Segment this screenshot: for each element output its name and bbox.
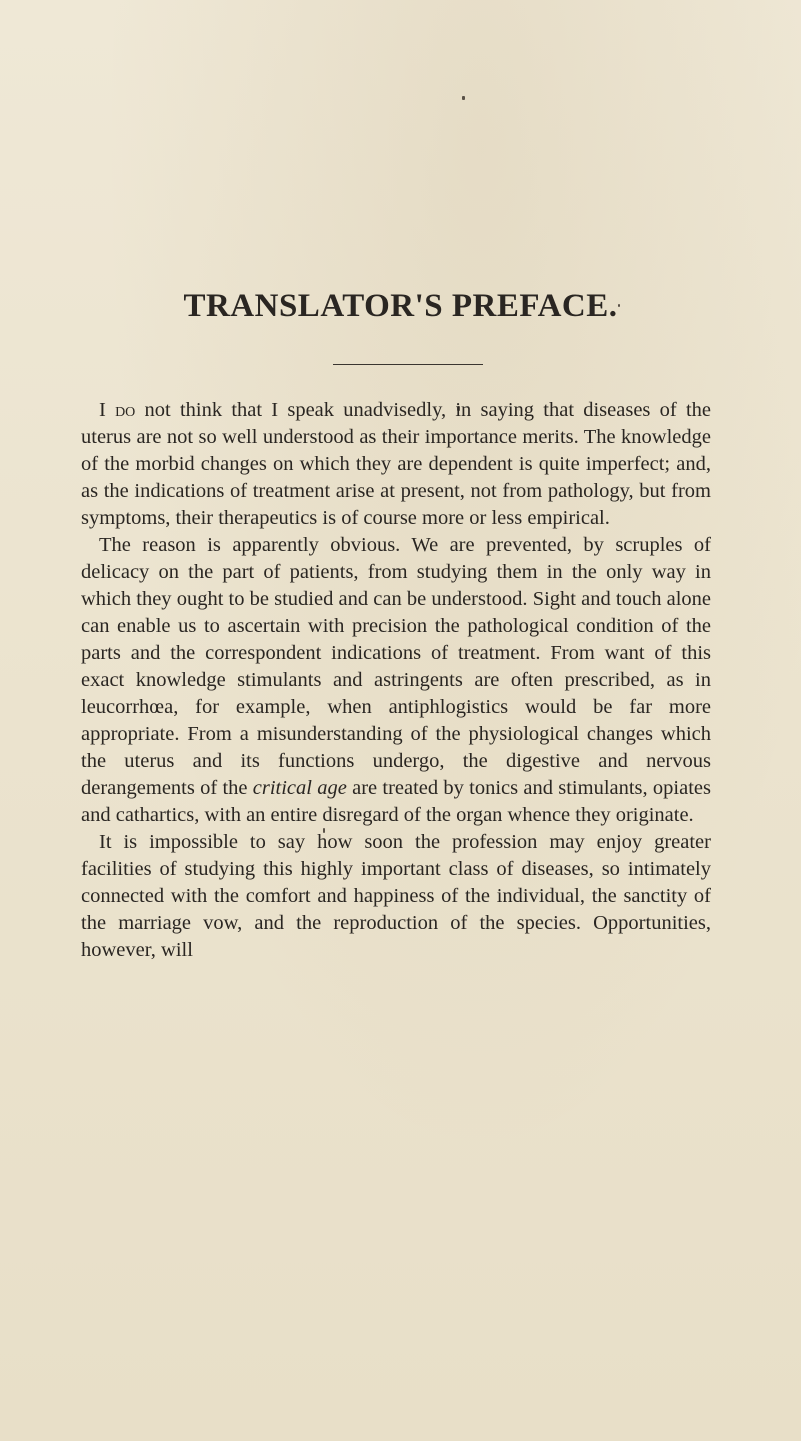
italic-term: critical age <box>252 777 347 799</box>
title-divider <box>333 364 483 365</box>
paragraph-2-text-a: The reason is apparently obvious. We are prevented, by scruples of delicacy on the part of patients, from studying them in the only way in which they ought to be studied and can be understood. Sight and touch alone can enable us to ascertain with precision the pathological condition of the parts and the correspondent indications of treatment. From want of this exact knowledge stimulants and astringents are often prescribed, as in leucorrhœa, for example, when antiphlogistics would be far more appropriate. From a misunderstanding of the physiological changes which the uterus and its functions undergo, the digestive and nervous derangements of the <box>81 534 711 799</box>
paragraph-2 <box>81 532 711 829</box>
paragraph-2-text-b: are treated by tonics and stimulants, opiates and cathartics, with an entire disregard of the organ whence they originate. <box>81 777 711 826</box>
paragraph-3: It is impossible to say how soon the profession may enjoy greater facilities of studying this highly important class of diseases, so intimately connected with the comfort and happiness of the individual, the sanctity of the marriage vow, and the reproduction of the species. Opportunities, however, will <box>81 831 711 961</box>
paragraph-1 <box>81 397 711 532</box>
page-title: TRANSLATOR'S PREFACE. <box>183 288 618 324</box>
dropword: I <box>99 399 106 421</box>
paragraph-1-text: not think that I speak unadvisedly, in saying that diseases of the uterus are not so well understood as their importance merits. The knowledge of the morbid changes on which they are dependent is quite imperfect; and, as the indications of treatment arise at present, not from pathology, but from symptoms, their therapeutics is of course more or less empirical. <box>81 399 711 529</box>
preface-body <box>81 397 711 964</box>
smallcaps-word: do <box>115 399 136 421</box>
paper-speck <box>462 96 465 100</box>
